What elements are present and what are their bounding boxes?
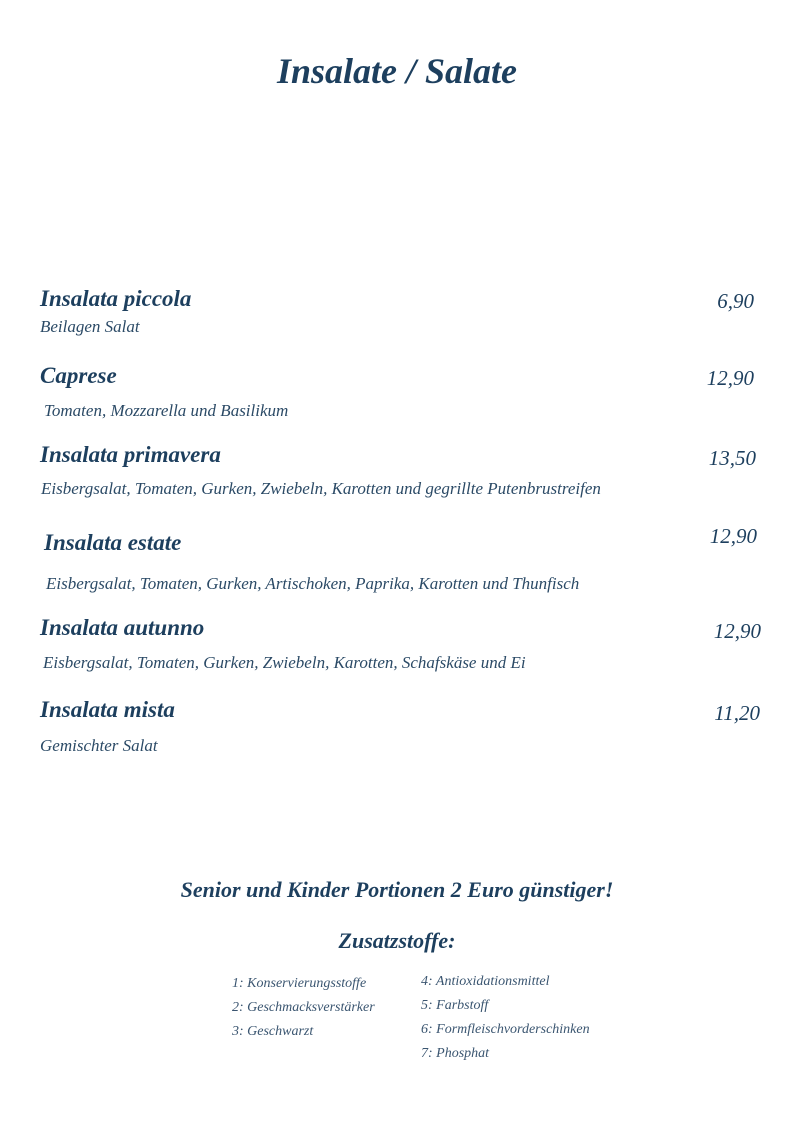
menu-item-price: 12,90 [709,524,757,548]
additive-item: 2: Geschmacksverstärker [232,1000,375,1015]
menu-item-price: 6,90 [717,289,754,313]
menu-item-name: Insalata piccola [40,286,192,311]
additive-item: 3: Geschwarzt [232,1024,314,1039]
menu-item-price: 12,90 [706,366,754,390]
menu-item-name: Insalata mista [40,697,175,722]
menu-item-description: Tomaten, Mozzarella und Basilikum [44,401,289,420]
additive-item: 4: Antioxidationsmittel [421,974,550,989]
menu-item-name: Caprese [40,363,117,388]
menu-item-description: Eisbergsalat, Tomaten, Gurken, Artischoken, Paprika, Karotten und Thunfisch [46,574,580,593]
additive-item: 7: Phosphat [421,1046,490,1061]
additive-item: 1: Konservierungsstoffe [232,976,367,991]
menu-item-description: Beilagen Salat [40,317,140,336]
additive-item: 5: Farbstoff [421,998,489,1013]
menu-item-name: Insalata autunno [40,615,205,640]
promo-text: Senior und Kinder Portionen 2 Euro günstiger! [180,877,614,902]
additives-title: Zusatzstoffe: [338,928,456,953]
additives-list-right [421,970,590,1066]
menu-item-description: Eisbergsalat, Tomaten, Gurken, Zwiebeln, Karotten, Schafskäse und Ei [43,653,526,672]
menu-item-description: Eisbergsalat, Tomaten, Gurken, Zwiebeln, Karotten und gegrillte Putenbrustreifen [41,479,601,498]
additives-list-left [232,972,375,1044]
menu-item-price: 12,90 [713,619,761,643]
menu-item-name: Insalata primavera [40,442,221,467]
menu-item-description: Gemischter Salat [40,736,158,755]
additive-item: 6: Formfleischvorderschinken [421,1022,590,1037]
menu-item-price: 11,20 [714,701,760,725]
menu-item-name: Insalata estate [44,530,182,555]
page-title: Insalate / Salate [276,51,518,91]
menu-item-price: 13,50 [708,446,756,470]
